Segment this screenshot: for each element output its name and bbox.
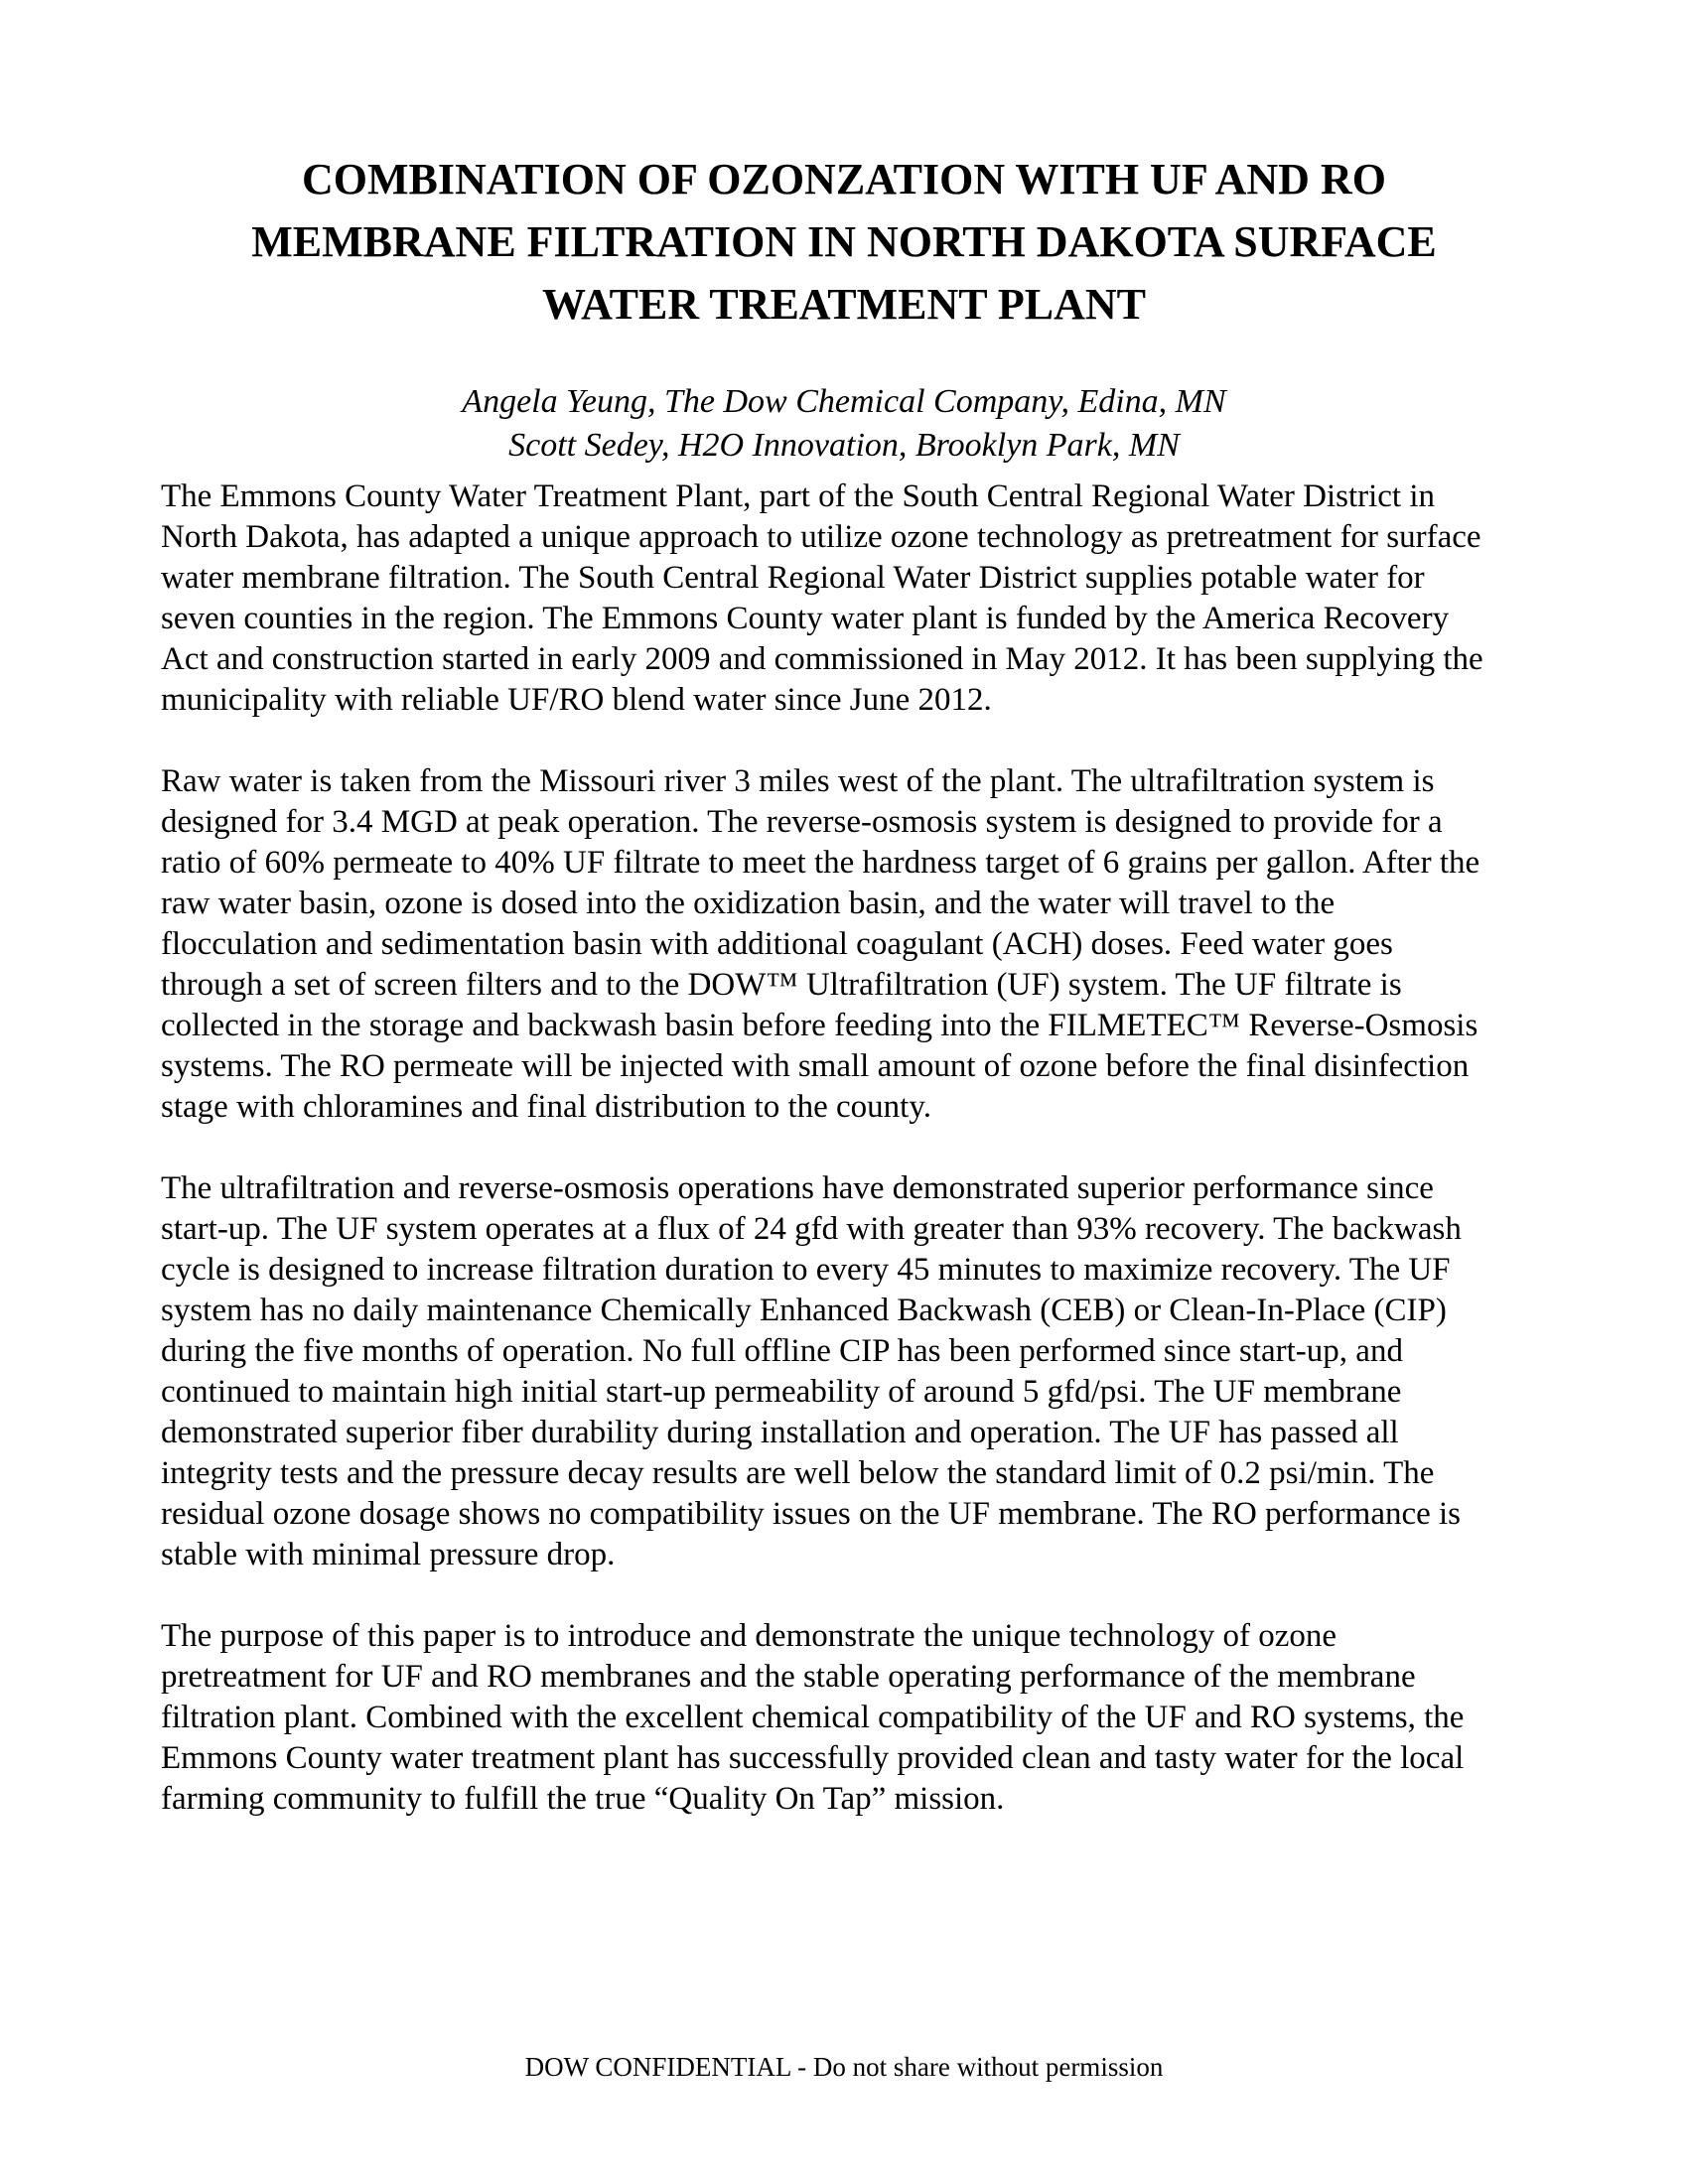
author-block bbox=[0, 380, 1688, 468]
abstract-paragraph-2: Raw water is taken from the Missouri river 3 miles west of the plant. The ultrafiltration system is designed for 3.4 MGD at peak operation. The reverse-osmosis system is designed to provide for a ratio of 60% permeate to 40% UF filtrate to meet the hardness target of 6 grains per gallon. After the raw water basin, ozone is dosed into the oxidization basin, and the water will travel to the flocculation and sedimentation basin with additional coagulant (ACH) doses. Feed water goes through a set of screen filters and to the DOW™ Ultrafiltration (UF) system. The UF filtrate is collected in the storage and backwash basin before feeding into the FILMETEC™ Reverse-Osmosis systems. The RO permeate will be injected with small amount of ozone before the final disinfection stage with chloramines and final distribution to the county. bbox=[161, 763, 1480, 1125]
abstract-body bbox=[161, 477, 1491, 1820]
author-line-1: Angela Yeung, The Dow Chemical Company, Edina, MN bbox=[462, 382, 1226, 420]
author-line-2: Scott Sedey, H2O Innovation, Brooklyn Park, MN bbox=[508, 426, 1180, 464]
abstract-paragraph-1: The Emmons County Water Treatment Plant, part of the South Central Regional Water District in North Dakota, has adapted a unique approach to utilize ozone technology as pretreatment for surface water membrane filtration. The South Central Regional Water District supplies potable water for seven counties in the region. The Emmons County water plant is funded by the America Recovery Act and construction started in early 2009 and commissioned in May 2012. It has been supplying the municipality with reliable UF/RO blend water since June 2012. bbox=[161, 478, 1483, 718]
abstract-paragraph-4: The purpose of this paper is to introduce and demonstrate the unique technology of ozone pretreatment for UF and RO membranes and the stable operating performance of the membrane filtration plant. Combined with the excellent chemical compatibility of the UF and RO systems, the Emmons County water treatment plant has successfully provided clean and tasty water for the local farming community to fulfill the true “Quality On Tap” mission. bbox=[161, 1618, 1465, 1817]
paper-title: COMBINATION OF OZONZATION WITH UF AND RO MEMBRANE FILTRATION IN NORTH DAKOTA SURFACE WATER TREATMENT PLANT bbox=[251, 155, 1437, 329]
confidential-footer: DOW CONFIDENTIAL - Do not share without permission bbox=[524, 2052, 1164, 2082]
abstract-paragraph-3: The ultrafiltration and reverse-osmosis operations have demonstrated superior performance since start-up. The UF system operates at a flux of 24 gfd with greater than 93% recovery. The backwash cycle is designed to increase filtration duration to every 45 minutes to maximize recovery. The UF system has no daily maintenance Chemically Enhanced Backwash (CEB) or Clean-In-Place (CIP) during the five months of operation. No full offline CIP has been performed since start-up, and continued to maintain high initial start-up permeability of around 5 gfd/psi. The UF membrane demonstrated superior fiber durability during installation and operation. The UF has passed all integrity tests and the pressure decay results are well below the standard limit of 0.2 psi/min. The residual ozone dosage shows no compatibility issues on the UF membrane. The RO performance is stable with minimal pressure drop. bbox=[161, 1170, 1462, 1572]
